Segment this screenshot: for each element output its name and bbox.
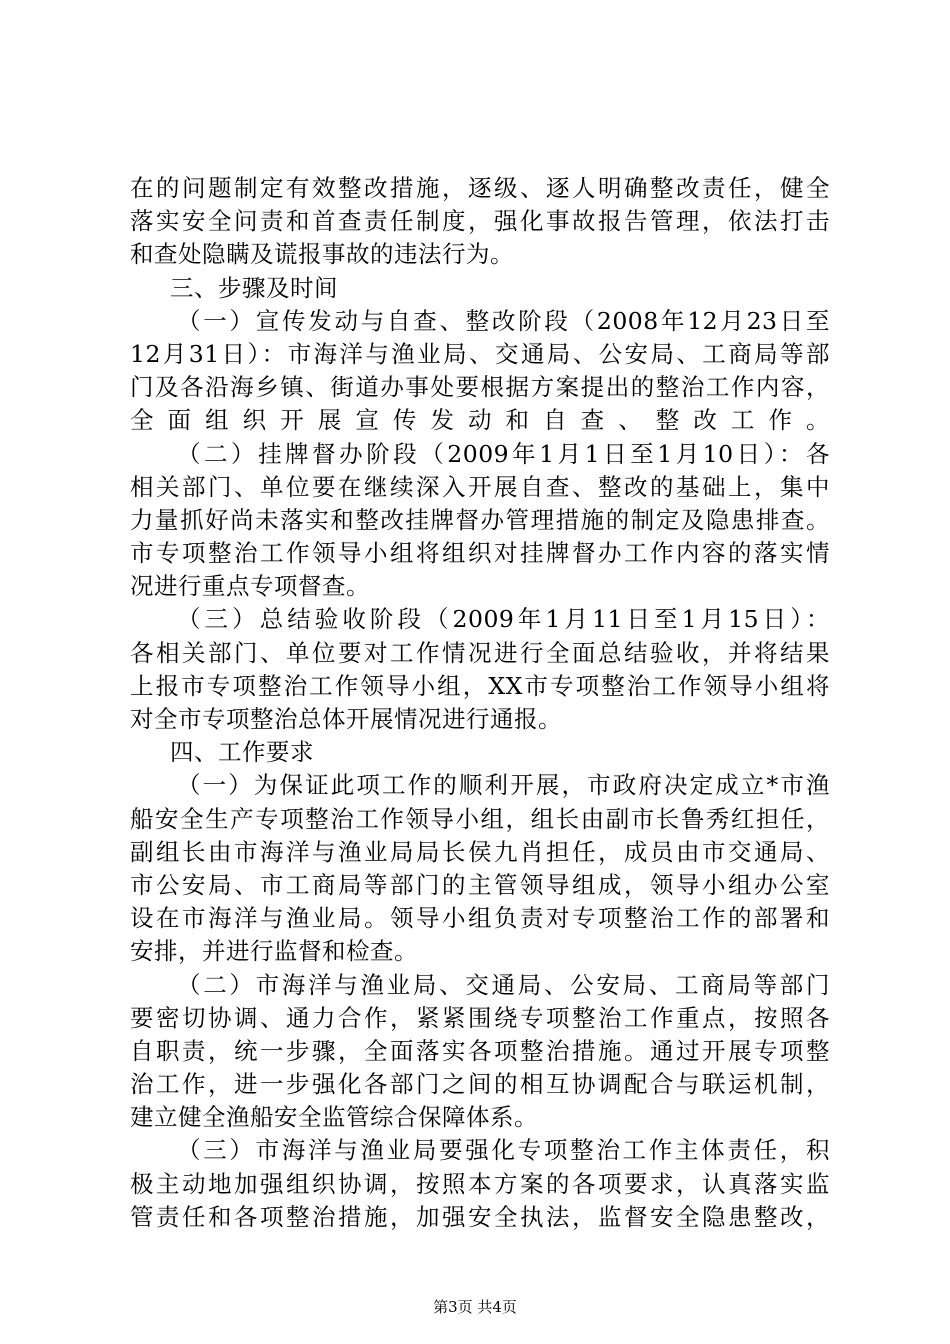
text-line: （三）总结验收阶段（2009年1月11日至1月15日）： [177,605,830,634]
text-line: 相关部门、单位要在继续深入开展自查、整改的基础上，集中 [130,472,830,501]
text-line: 12月31日）：市海洋与渔业局、交通局、公安局、工商局等部 [130,339,830,368]
text-line: （二）挂牌督办阶段（2009年1月1日至1月10日）：各 [177,439,830,468]
text-line: 全面组织开展宣传发动和自查、整改工作。 [130,406,830,435]
text-line: （一）为保证此项工作的顺利开展，市政府决定成立*市渔 [177,771,830,800]
text-line: 三、步骤及时间 [170,273,338,302]
text-line: 副组长由市海洋与渔业局局长侯九肖担任，成员由市交通局、 [130,837,830,866]
text-line: 况进行重点专项督查。 [130,572,370,601]
text-line: 上报市专项整治工作领导小组，XX市专项整治工作领导小组将 [130,671,830,700]
text-line: 在的问题制定有效整改措施，逐级、逐人明确整改责任，健全 [130,174,830,202]
text-line: 市专项整治工作领导小组将组织对挂牌督办工作内容的落实情 [130,539,830,568]
document-body [130,172,830,1234]
paragraph [130,272,830,305]
paragraph [130,172,830,272]
paragraph [130,438,830,604]
text-line: 对全市专项整治总体开展情况进行通报。 [130,705,562,733]
text-line: 设在市海洋与渔业局。领导小组负责对专项整治工作的部署和 [130,904,830,933]
paragraph [130,603,830,736]
paragraph [130,305,830,438]
page-number-footer: 第3页 共4页 [433,1298,517,1316]
text-line: 和查处隐瞒及谎报事故的违法行为。 [130,240,514,269]
text-line: （一）宣传发动与自查、整改阶段（2008年12月23日至 [177,306,830,335]
text-line: 管责任和各项整治措施，加强安全执法，监督安全隐患整改， [130,1202,830,1231]
paragraph [130,769,830,968]
text-line: 力量抓好尚未落实和整改挂牌督办管理措施的制定及隐患排查。 [130,505,830,534]
text-line: 极主动地加强组织协调，按照本方案的各项要求，认真落实监 [130,1169,830,1198]
text-line: 四、工作要求 [170,738,314,767]
text-line: 建立健全渔船安全监管综合保障体系。 [130,1103,538,1132]
text-line: （二）市海洋与渔业局、交通局、公安局、工商局等部门 [177,970,830,999]
text-line: 门及各沿海乡镇、街道办事处要根据方案提出的整治工作内容， [130,373,830,402]
paragraph [130,969,830,1135]
text-line: 安排，并进行监督和检查。 [130,937,418,966]
paragraph [130,736,830,769]
text-line: 落实安全问责和首查责任制度，强化事故报告管理，依法打击 [130,207,830,236]
paragraph [130,1134,830,1234]
text-line: 船安全生产专项整治工作领导小组，组长由副市长鲁秀红担任， [130,804,830,833]
text-line: 治工作，进一步强化各部门之间的相互协调配合与联运机制， [130,1070,830,1099]
text-line: 市公安局、市工商局等部门的主管领导组成，领导小组办公室 [130,870,830,899]
text-line: （三）市海洋与渔业局要强化专项整治工作主体责任，积 [177,1136,830,1165]
text-line: 自职责，统一步骤，全面落实各项整治措施。通过开展专项整 [130,1036,830,1065]
text-line: 要密切协调、通力合作，紧紧围绕专项整治工作重点，按照各 [130,1003,830,1032]
text-line: 各相关部门、单位要对工作情况进行全面总结验收，并将结果 [130,638,830,667]
